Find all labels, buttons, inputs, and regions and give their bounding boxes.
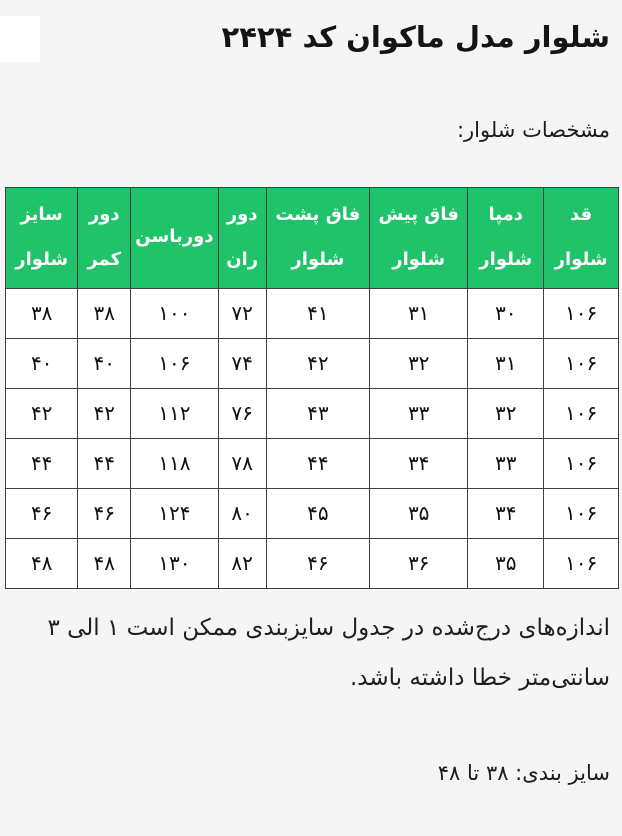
table-cell: ۴۲: [78, 388, 131, 438]
table-row: [6, 338, 619, 388]
table-cell: ۳۴: [370, 438, 468, 488]
header-cell: فاق پشت شلوار: [266, 187, 370, 288]
table-cell: ۱۰۶: [544, 288, 619, 338]
table-cell: ۳۲: [468, 388, 544, 438]
table-cell: ۴۲: [6, 388, 78, 438]
table-cell: ۱۱۲: [131, 388, 219, 438]
table-cell: ۷۲: [218, 288, 266, 338]
table-cell: ۱۰۶: [544, 438, 619, 488]
table-cell: ۷۸: [218, 438, 266, 488]
table-cell: ۱۳۰: [131, 538, 219, 588]
table-cell: ۳۵: [468, 538, 544, 588]
header-cell: دور ران: [218, 187, 266, 288]
table-cell: ۴۲: [266, 338, 370, 388]
table-cell: ۳۰: [468, 288, 544, 338]
table-row: [6, 438, 619, 488]
size-table-header-row: [6, 187, 619, 288]
table-cell: ۴۶: [266, 538, 370, 588]
table-cell: ۷۶: [218, 388, 266, 438]
size-table: [5, 187, 619, 589]
table-cell: ۴۴: [6, 438, 78, 488]
table-cell: ۴۸: [78, 538, 131, 588]
table-cell: ۴۰: [6, 338, 78, 388]
table-cell: ۱۰۰: [131, 288, 219, 338]
table-cell: ۳۴: [468, 488, 544, 538]
corner-artifact: [0, 16, 40, 62]
size-range: سایز بندی: ۳۸ تا ۴۸: [437, 760, 610, 785]
table-cell: ۱۰۶: [544, 538, 619, 588]
size-tolerance-note: [12, 603, 610, 703]
table-cell: ۷۴: [218, 338, 266, 388]
table-cell: ۸۰: [218, 488, 266, 538]
table-cell: ۳۱: [468, 338, 544, 388]
size-table-body: [6, 288, 619, 588]
header-cell: دمپا شلوار: [468, 187, 544, 288]
specs-heading: مشخصات شلوار:: [456, 117, 610, 142]
table-cell: ۴۱: [266, 288, 370, 338]
table-cell: ۸۲: [218, 538, 266, 588]
header-cell: سایز شلوار: [6, 187, 78, 288]
header-cell: قد شلوار: [544, 187, 619, 288]
table-cell: ۱۰۶: [544, 388, 619, 438]
header-cell: دور کمر: [78, 187, 131, 288]
table-cell: ۱۰۶: [544, 338, 619, 388]
table-row: [6, 388, 619, 438]
note-line-1: اندازه‌های درج‌شده در جدول سایزبندی ممکن است ۱ الی ۳: [47, 614, 610, 641]
table-cell: ۳۸: [78, 288, 131, 338]
table-cell: ۱۰۶: [544, 488, 619, 538]
table-row: [6, 288, 619, 338]
table-cell: ۴۸: [6, 538, 78, 588]
table-cell: ۴۴: [78, 438, 131, 488]
table-cell: ۴۰: [78, 338, 131, 388]
table-row: [6, 488, 619, 538]
page-title: شلوار مدل ماکوان کد ۲۴۲۴: [221, 20, 610, 54]
table-cell: ۳۲: [370, 338, 468, 388]
table-cell: ۳۸: [6, 288, 78, 338]
table-cell: ۱۱۸: [131, 438, 219, 488]
table-cell: ۴۳: [266, 388, 370, 438]
table-cell: ۱۲۴: [131, 488, 219, 538]
table-cell: ۴۴: [266, 438, 370, 488]
table-cell: ۴۶: [6, 488, 78, 538]
header-cell: فاق پیش شلوار: [370, 187, 468, 288]
table-cell: ۴۵: [266, 488, 370, 538]
table-cell: ۴۶: [78, 488, 131, 538]
table-cell: ۳۵: [370, 488, 468, 538]
table-row: [6, 538, 619, 588]
table-cell: ۳۶: [370, 538, 468, 588]
table-cell: ۳۳: [468, 438, 544, 488]
header-cell: دورباسن: [131, 187, 219, 288]
table-cell: ۳۳: [370, 388, 468, 438]
table-cell: ۳۱: [370, 288, 468, 338]
note-line-2: سانتی‌متر خطا داشته باشد.: [349, 664, 610, 691]
product-spec-page: [0, 16, 622, 836]
table-cell: ۱۰۶: [131, 338, 219, 388]
